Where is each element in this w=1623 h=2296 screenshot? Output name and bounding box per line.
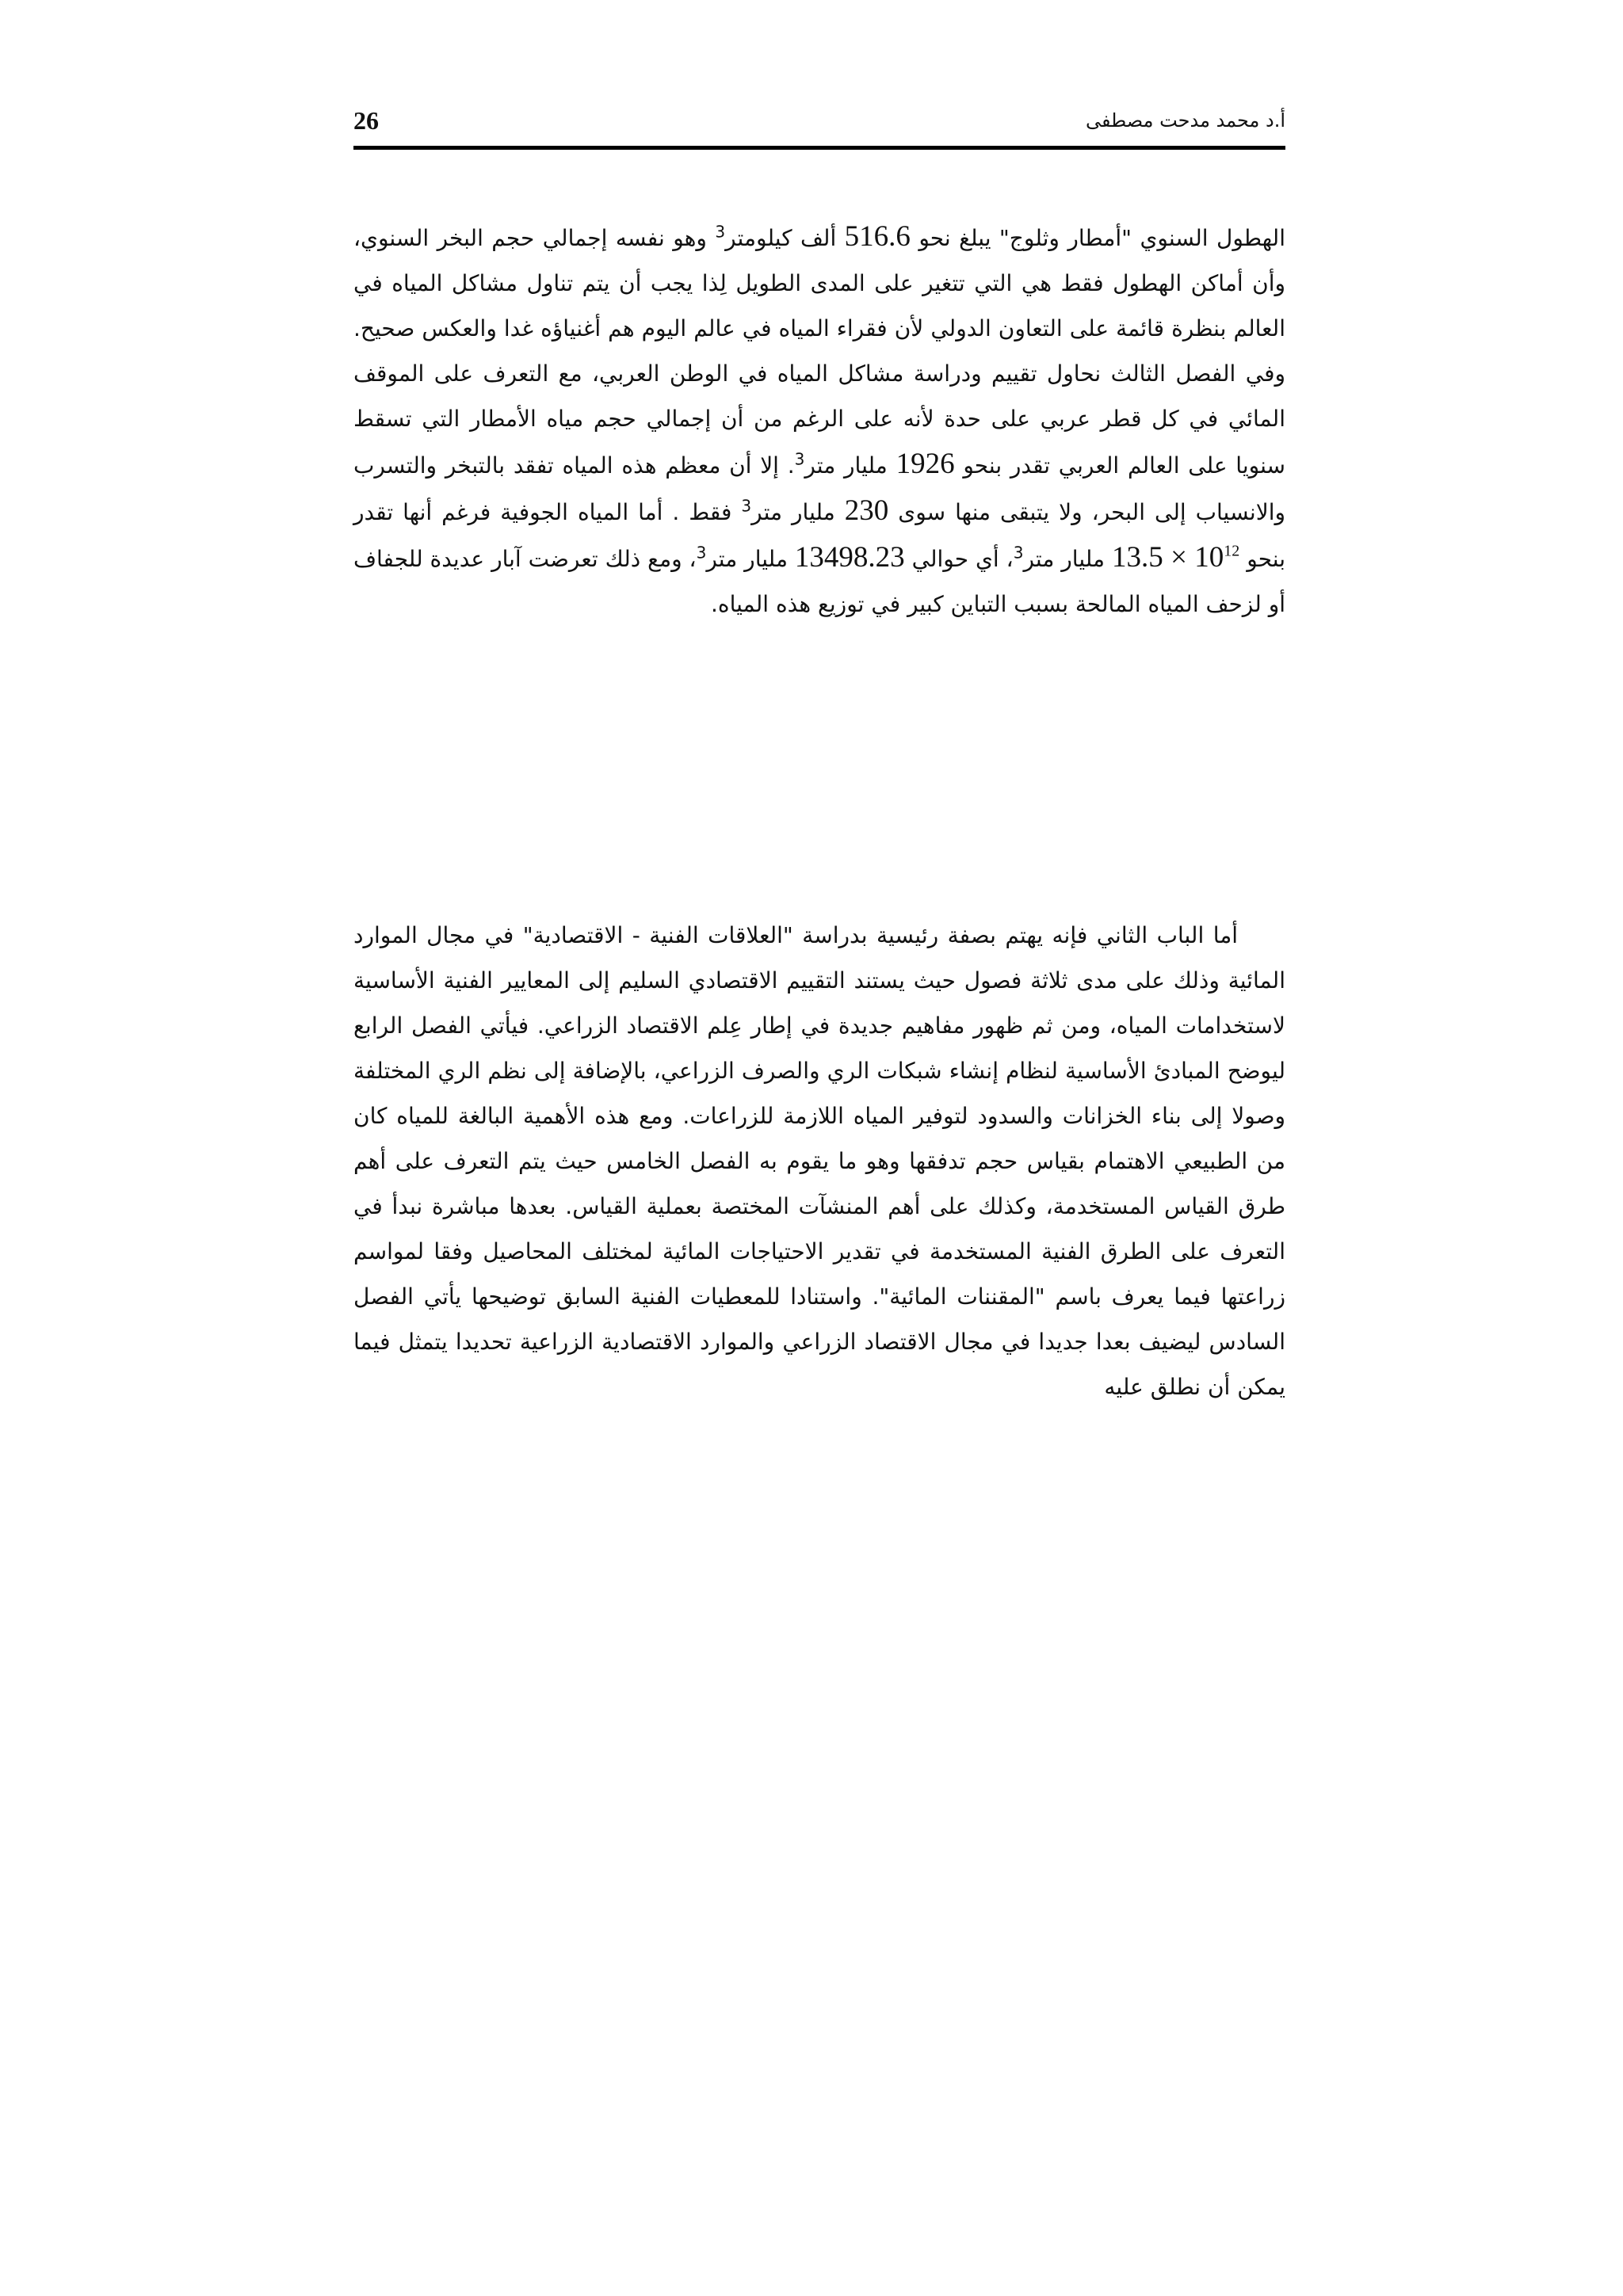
number-expression	[1112, 541, 1239, 574]
superscript: 3	[696, 543, 707, 563]
superscript: 3	[794, 449, 805, 469]
number: 13.5 × 10	[1112, 541, 1224, 574]
text-segment: مليار متر	[804, 452, 888, 479]
text-segment: مليار متر	[706, 546, 788, 572]
number: 516.6	[844, 220, 911, 253]
paragraph-1	[353, 214, 1285, 627]
text-segment: ، أي حوالي	[911, 546, 1014, 572]
number: 13498.23	[794, 541, 905, 574]
number: 230	[844, 494, 889, 527]
page-number: 26	[353, 106, 379, 135]
superscript: 3	[1013, 543, 1024, 563]
text-segment: الهطول السنوي "أمطار وثلوج" يبلغ نحو	[918, 225, 1285, 251]
header-rule	[353, 146, 1285, 150]
paragraph-2	[353, 913, 1285, 1409]
superscript: 12	[1224, 542, 1240, 560]
text-segment: مليار متر	[751, 499, 835, 525]
text-segment: ألف كيلومتر	[725, 225, 837, 251]
paragraph-text: أما الباب الثاني فإنه يهتم بصفة رئيسية بدراسة "العلاقات الفنية - الاقتصادية" في مجال الموارد المائية وذلك على مدى ثلاثة فصول حيث يستند التقييم الاقتصادي السليم إلى المعايير الفنية الأساسية لاستخدامات المياه، ومن ثم ظهور مفاهيم جديدة في إطار عِلم الاقتصاد الزراعي. فيأتي الفصل الرابع ليوضح المبادئ الأساسية لنظام إنشاء شبكات الري والصرف الزراعي، بالإضافة إلى نظم الري المختلفة وصولا إلى بناء الخزانات والسدود لتوفير المياه اللازمة للزراعات. ومع هذه الأهمية البالغة للمياه كان من الطبيعي الاهتمام بقياس حجم تدفقها وهو ما يقوم به الفصل الخامس حيث يتم التعرف على أهم طرق القياس المستخدمة، وكذلك على أهم المنشآت المختصة بعملية القياس. بعدها مباشرة نبدأ في التعرف على الطرق الفنية المستخدمة في تقدير الاحتياجات المائية لمختلف المحاصيل وفقا لمواسم زراعتها فيما يعرف باسم "المقننات المائية". واستنادا للمعطيات الفنية السابق توضيحها يأتي الفصل السادس ليضيف بعدا جديدا في مجال الاقتصاد الزراعي والموارد الاقتصادية الزراعية تحديدا يتمثل فيما يمكن أن نطلق عليه	[353, 922, 1285, 1400]
text-segment: ، ومع ذلك تعرضت آبار عديدة للجفاف أو لزحف المياه المالحة بسبب التباين كبير في توزيع هذه المياه.	[353, 546, 1285, 617]
text-segment: . إلا أن معظم هذه المياه تفقد بالتبخر والتسرب والانسياب إلى البحر، ولا يتبقى منها سوى	[353, 452, 1285, 525]
running-header-author: أ.د محمد مدحت مصطفى	[1085, 109, 1285, 132]
page-header	[353, 101, 1285, 149]
superscript: 3	[715, 222, 726, 242]
text-segment: مليار متر	[1023, 546, 1106, 572]
superscript: 3	[741, 496, 752, 516]
number: 1926	[896, 448, 955, 480]
text-segment: فقط . أما المياه الجوفية فرغم أنها تقدر بنحو	[353, 499, 1286, 572]
text-segment: وهو نفسه إجمالي حجم البخر السنوي، وأن أماكن الهطول فقط هي التي تتغير على المدى الطويل لِذا يجب أن يتم تناول مشاكل المياه في العالم بنظرة قائمة على التعاون الدولي لأن فقراء المياه في عالم اليوم هم أغنياؤه غدا والعكس صحيح. وفي الفصل الثالث نحاول تقييم ودراسة مشاكل المياه في الوطن العربي، مع التعرف على الموقف المائي في كل قطر عربي على حدة لأنه على الرغم من أن إجمالي حجم مياه الأمطار التي تسقط سنويا على العالم العربي تقدر بنحو	[353, 225, 1286, 479]
